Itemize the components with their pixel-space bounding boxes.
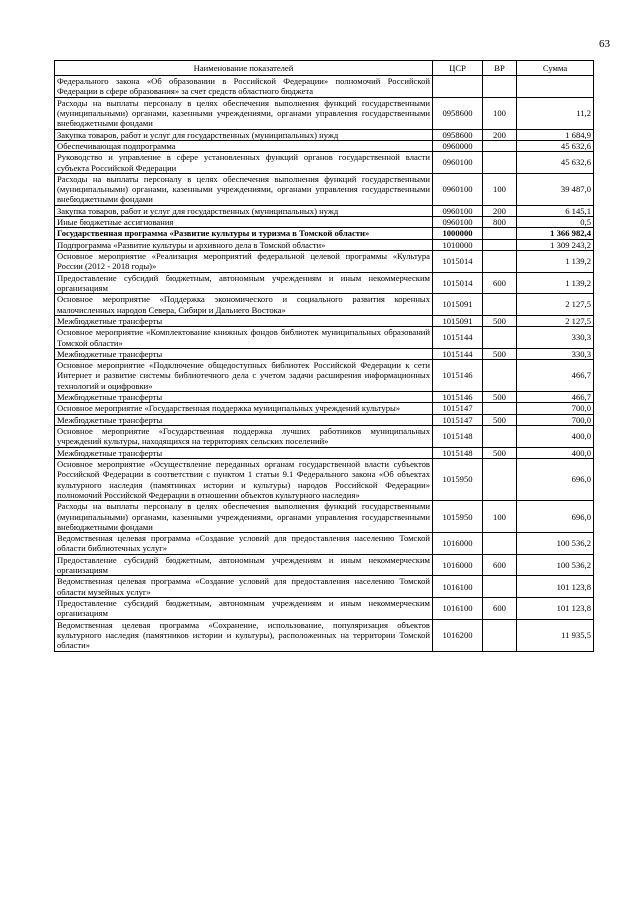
code-cell: 1015144 (433, 327, 483, 349)
table-row (55, 360, 594, 392)
code-cell: 1015091 (433, 294, 483, 316)
vr-cell (483, 140, 517, 151)
table-header-row (55, 61, 594, 76)
vr-cell (483, 533, 517, 555)
table-row (55, 619, 594, 651)
code-cell: 1015146 (433, 392, 483, 403)
vr-cell: 100 (483, 173, 517, 205)
table-row (55, 205, 594, 216)
name-cell: Расходы на выплаты персоналу в целях обеспечения выполнения функций государственными (муниципальными) органами, казенными учреждениями, органами управления государственными внебюджетными фондами (55, 501, 433, 533)
code-cell: 0960100 (433, 152, 483, 174)
vr-cell: 100 (483, 97, 517, 129)
amount-cell: 11,2 (517, 97, 594, 129)
amount-cell: 6 145,1 (517, 205, 594, 216)
vr-cell: 500 (483, 414, 517, 425)
table-row (55, 392, 594, 403)
name-cell: Межбюджетные трансферты (55, 315, 433, 326)
table-row (55, 129, 594, 140)
code-cell: 0960100 (433, 205, 483, 216)
table-row (55, 228, 594, 239)
amount-cell: 100 536,2 (517, 533, 594, 555)
code-cell: 1000000 (433, 228, 483, 239)
code-cell: 1016000 (433, 533, 483, 555)
vr-cell (483, 294, 517, 316)
vr-cell: 200 (483, 205, 517, 216)
table-row (55, 403, 594, 414)
header-name: Наименование показателей (55, 61, 433, 76)
amount-cell: 1 139,2 (517, 272, 594, 294)
amount-cell (517, 76, 594, 98)
amount-cell: 1 309 243,2 (517, 239, 594, 250)
vr-cell: 100 (483, 501, 517, 533)
vr-cell: 800 (483, 217, 517, 228)
name-cell: Основное мероприятие «Государственная поддержка муниципальных учреждений культуры» (55, 403, 433, 414)
name-cell: Основное мероприятие «Осуществление переданных органам государственной власти субъектов Российской Федерации в соответствии с пунктом 1 статьи 9.1 Федерального закона «Об объектах культурного наследия (памятниках истории и культуры) народов Российской Федерации» полномочий Российской Федерации в отношении объектов культурного наследия» (55, 458, 433, 500)
table-body (55, 76, 594, 652)
name-cell: Ведомственная целевая программа «Сохранение, использование, популяризация объектов культурного наследия (памятников истории и культуры), расположенных на территории Томской области» (55, 619, 433, 651)
code-cell: 1015091 (433, 315, 483, 326)
amount-cell: 45 632,6 (517, 140, 594, 151)
name-cell: Подпрограмма «Развитие культуры и архивного дела в Томской области» (55, 239, 433, 250)
code-cell: 1015950 (433, 458, 483, 500)
amount-cell: 330,3 (517, 327, 594, 349)
table-row (55, 501, 594, 533)
code-cell: 1016200 (433, 619, 483, 651)
code-cell: 0958600 (433, 129, 483, 140)
vr-cell (483, 239, 517, 250)
amount-cell: 400,0 (517, 447, 594, 458)
amount-cell: 100 536,2 (517, 554, 594, 576)
code-cell: 0960100 (433, 173, 483, 205)
amount-cell: 1 366 982,4 (517, 228, 594, 239)
table-row (55, 76, 594, 98)
name-cell: Межбюджетные трансферты (55, 447, 433, 458)
vr-cell (483, 251, 517, 273)
vr-cell (483, 403, 517, 414)
name-cell: Предоставление субсидий бюджетным, автономным учреждениям и иным некоммерческим организациям (55, 272, 433, 294)
name-cell: Основное мероприятие «Комплектование книжных фондов библиотек муниципальных образований Томской области» (55, 327, 433, 349)
name-cell: Основное мероприятие «Реализация мероприятий федеральной целевой программы «Культура России (2012 - 2018 годы)» (55, 251, 433, 273)
vr-cell (483, 619, 517, 651)
vr-cell (483, 576, 517, 598)
vr-cell (483, 360, 517, 392)
code-cell: 1015144 (433, 348, 483, 359)
name-cell: Основное мероприятие «Поддержка экономического и социального развития коренных малочисленных народов Севера, Сибири и Дальнего Востока» (55, 294, 433, 316)
name-cell: Ведомственная целевая программа «Создание условий для предоставления населению Томской области музейных услуг» (55, 576, 433, 598)
code-cell: 1015014 (433, 272, 483, 294)
name-cell: Основное мероприятие «Государственная поддержка лучших работников муниципальных учреждений культуры, находящихся на территориях сельских поселений» (55, 426, 433, 448)
table-row (55, 239, 594, 250)
table-row (55, 251, 594, 273)
header-vr: ВР (483, 61, 517, 76)
code-cell: 1016100 (433, 598, 483, 620)
vr-cell (483, 228, 517, 239)
vr-cell: 200 (483, 129, 517, 140)
header-amount: Сумма (517, 61, 594, 76)
code-cell: 1015148 (433, 447, 483, 458)
code-cell: 1015950 (433, 501, 483, 533)
name-cell: Предоставление субсидий бюджетным, автономным учреждениям и иным некоммерческим организациям (55, 554, 433, 576)
table-row (55, 140, 594, 151)
code-cell: 1015147 (433, 414, 483, 425)
name-cell: Федерального закона «Об образовании в Российской Федерации» полномочий Российской Федерации в сфере образования» за счет средств областного бюджета (55, 76, 433, 98)
name-cell: Закупка товаров, работ и услуг для государственных (муниципальных) нужд (55, 205, 433, 216)
vr-cell: 500 (483, 447, 517, 458)
vr-cell: 600 (483, 554, 517, 576)
code-cell: 0960000 (433, 140, 483, 151)
table-row (55, 272, 594, 294)
table-row (55, 294, 594, 316)
table-row (55, 152, 594, 174)
amount-cell: 696,0 (517, 501, 594, 533)
amount-cell: 2 127,5 (517, 294, 594, 316)
amount-cell: 2 127,5 (517, 315, 594, 326)
table-row (55, 414, 594, 425)
amount-cell: 696,0 (517, 458, 594, 500)
vr-cell: 500 (483, 315, 517, 326)
name-cell: Государственная программа «Развитие культуры и туризма в Томской области» (55, 228, 433, 239)
table-row (55, 173, 594, 205)
table-row (55, 217, 594, 228)
code-cell: 0958600 (433, 97, 483, 129)
table-row (55, 447, 594, 458)
vr-cell (483, 327, 517, 349)
vr-cell (483, 76, 517, 98)
code-cell: 1010000 (433, 239, 483, 250)
code-cell: 1016100 (433, 576, 483, 598)
name-cell: Закупка товаров, работ и услуг для государственных (муниципальных) нужд (55, 129, 433, 140)
name-cell: Межбюджетные трансферты (55, 392, 433, 403)
code-cell: 0960100 (433, 217, 483, 228)
vr-cell (483, 152, 517, 174)
vr-cell (483, 458, 517, 500)
name-cell: Обеспечивающая подпрограмма (55, 140, 433, 151)
amount-cell: 101 123,8 (517, 576, 594, 598)
code-cell: 1015146 (433, 360, 483, 392)
table-row (55, 327, 594, 349)
page-number: 63 (599, 38, 610, 50)
vr-cell: 600 (483, 598, 517, 620)
amount-cell: 466,7 (517, 360, 594, 392)
name-cell: Расходы на выплаты персоналу в целях обеспечения выполнения функций государственными (муниципальными) органами, казенными учреждениями, органами управления государственными внебюджетными фондами (55, 173, 433, 205)
name-cell: Основное мероприятие «Подключение общедоступных библиотек Российской Федерации к сети Интернет и развитие системы библиотечного дела с учетом задачи расширения информационных технологий и оцифровки» (55, 360, 433, 392)
vr-cell: 500 (483, 392, 517, 403)
name-cell: Руководство и управление в сфере установленных функций органов государственной власти субъекта Российской Федерации (55, 152, 433, 174)
table-row (55, 426, 594, 448)
table-row (55, 598, 594, 620)
amount-cell: 1 684,9 (517, 129, 594, 140)
amount-cell: 1 139,2 (517, 251, 594, 273)
amount-cell: 330,3 (517, 348, 594, 359)
name-cell: Межбюджетные трансферты (55, 348, 433, 359)
name-cell: Межбюджетные трансферты (55, 414, 433, 425)
amount-cell: 0,5 (517, 217, 594, 228)
amount-cell: 39 487,0 (517, 173, 594, 205)
code-cell: 1016000 (433, 554, 483, 576)
vr-cell (483, 426, 517, 448)
vr-cell: 600 (483, 272, 517, 294)
table-row (55, 554, 594, 576)
amount-cell: 400,0 (517, 426, 594, 448)
table-row (55, 348, 594, 359)
table-row (55, 576, 594, 598)
amount-cell: 466,7 (517, 392, 594, 403)
header-code: ЦСР (433, 61, 483, 76)
amount-cell: 700,0 (517, 414, 594, 425)
code-cell: 1015147 (433, 403, 483, 414)
table-row (55, 458, 594, 500)
name-cell: Ведомственная целевая программа «Создание условий для предоставления населению Томской области библиотечных услуг» (55, 533, 433, 555)
code-cell: 1015148 (433, 426, 483, 448)
table-row (55, 97, 594, 129)
vr-cell: 500 (483, 348, 517, 359)
amount-cell: 11 935,5 (517, 619, 594, 651)
code-cell: 1015014 (433, 251, 483, 273)
table-row (55, 533, 594, 555)
name-cell: Расходы на выплаты персоналу в целях обеспечения выполнения функций государственными (муниципальными) органами, казенными учреждениями, органами управления государственными внебюджетными фондами (55, 97, 433, 129)
budget-table (54, 60, 594, 652)
amount-cell: 101 123,8 (517, 598, 594, 620)
name-cell: Предоставление субсидий бюджетным, автономным учреждениям и иным некоммерческим организациям (55, 598, 433, 620)
code-cell (433, 76, 483, 98)
amount-cell: 700,0 (517, 403, 594, 414)
amount-cell: 45 632,6 (517, 152, 594, 174)
name-cell: Иные бюджетные ассигнования (55, 217, 433, 228)
table-row (55, 315, 594, 326)
